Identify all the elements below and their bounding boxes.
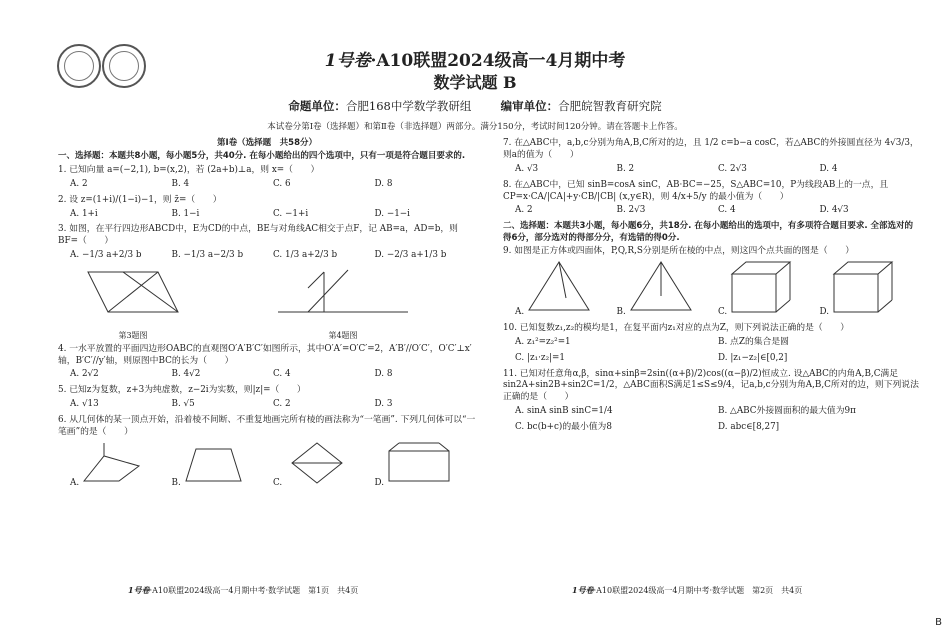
question-6-options: A. B. C. D. (70, 441, 476, 490)
tetrahedron-a-figure (524, 260, 594, 314)
question-7-options: A. √3 B. 2 C. 2√3 D. 4 (515, 163, 838, 174)
hexagonal-prism-figure (384, 441, 454, 485)
exam-notice: 本试卷分第Ⅰ卷（选择题）和第Ⅱ卷（非选择题）两部分。满分150分，考试时间120分钟。请在答题卡上作答。 (267, 122, 683, 132)
question-2: 2. 设 z=(1+i)/(1−i)−1，则 z̄=（ ） (58, 194, 222, 205)
figure-3: 第3题图 (58, 266, 208, 342)
question-10: 10. 已知复数z₁,z₂的模均是1，在复平面内z₁对应的点为Z，则下列说法正确的是（ ） (503, 322, 850, 333)
authoring-units: 命题单位：合肥168中学数学教研组 编审单位：合肥皖智教育研究院 (288, 99, 662, 113)
figure-4: 第4题图 (268, 266, 418, 342)
tetrahedron-b-figure (626, 260, 696, 314)
question-6: 6. 从几何体的某一顶点开始，沿着棱不间断、不重复地画完所有棱的画法称为“一笔画”. 下列几何体可以“一笔画”的是（ ） (58, 415, 476, 437)
question-11-options-ab: A. sinA sinB sinC=1/4 B. △ABC外接圆面积的最大值为9π (515, 406, 856, 417)
footer-page-2: 1号卷·A10联盟2024级高一4月期中考·数学试题 第2页 共4页 (572, 585, 803, 595)
question-3-options: A. −1/3 a+2/3 b B. −1/3 a−2/3 b C. 1/3 a+2/3 b D. −2/3 a+1/3 b (70, 250, 447, 261)
question-5: 5. 已知z为复数，z+3为纯虚数，z−2i为实数，则|z|=（ ） (58, 385, 306, 396)
parallelogram-diagram (58, 268, 208, 324)
question-2-options: A. 1+i B. 1−i C. −1+i D. −1−i (70, 208, 410, 219)
question-9-options: A. B. C. D. (515, 260, 921, 319)
octahedron-figure (282, 441, 352, 485)
left-column (58, 136, 476, 494)
logo-text: 1号卷 (324, 51, 371, 71)
question-1: 1. 已知向量 a=(−2,1), b=(x,2)，若 (2a+b)⊥a，则 x=（ ） (58, 164, 320, 175)
exam-subtitle: 数学试题 B (433, 73, 517, 92)
question-8: 8. 在△ABC中，已知 sinB=cosA sinC，AB·BC=−25，S△ABC=10，P为线段AB上的一点，且 CP=x·CA/|CA|+y·CB/|CB| (x,y∈R)，则 4/x+5/y 的最小值为（ ） (503, 179, 889, 202)
exam-title: 1号卷·A10联盟2024级高一4月期中考 (324, 51, 626, 71)
question-10-options-ab: A. z₁²=z₂²=1 B. 点Z的集合是圆 (515, 336, 789, 347)
question-11-options-cd: C. bc(b+c)的最小值为8 D. abc∈[8,27] (515, 422, 780, 433)
question-4-options: A. 2√2 B. 4√2 C. 4 D. 8 (70, 369, 393, 380)
page-badge: B (935, 617, 942, 628)
question-3: 3. 如图，在平行四边形ABCD中，E为CD的中点，BE与对角线AC相交于点F，记 AB=a，AD=b，则 BF=（ ） (58, 224, 458, 247)
question-7: 7. 在△ABC中，a,b,c分别为角A,B,C所对的边，且 1/2 c=b−a cosC，若△ABC的外接圆直径为 4√3/3，则a的值为（ ） (503, 138, 919, 160)
question-1-options: A. 2 B. 4 C. 6 D. 8 (70, 178, 393, 189)
question-9: 9. 如图是正方体或四面体，P,Q,R,S分别是所在棱的中点，则这四个点共面的图是（ ） (503, 246, 855, 257)
prism-figure (79, 441, 149, 485)
question-8-options: A. 2 B. 2√3 C. 4 D. 4√3 (515, 205, 849, 216)
right-column (503, 136, 921, 438)
footer-page-1: 1号卷·A10联盟2024级高一4月期中考·数学试题 第1页 共4页 (128, 585, 359, 595)
section-one-heading: 一、选择题：本题共8小题，每小题5分，共40分. 在每小题给出的四个选项中，只有一项是符合题目要求的. (58, 151, 466, 162)
question-4: 4. 一水平放置的平面四边形OABC的直观图O′A′B′C′如图所示，其中O′A′=O′C′=2，A′B′//O′C′，O′C′⊥x′轴，B′C′//y′轴，则原图中BC的长为（ ） (58, 343, 472, 366)
frustum-figure (181, 441, 251, 485)
part-title: 第Ⅰ卷（选择题 共58分） (217, 138, 317, 148)
figures-3-4 (58, 266, 476, 342)
question-10-options-cd: C. |z₁·z₂|=1 D. |z₁−z₂|∈[0,2] (515, 352, 788, 363)
oblique-axes-diagram (268, 268, 418, 324)
cube-c-figure (727, 260, 797, 314)
section-two-heading: 二、选择题：本题共3小题，每小题6分，共18分. 在每小题给出的选项中，有多项符合题目要求. 全部选对的得6分，部分选对的得部分分，有选错的得0分. (503, 221, 914, 243)
question-5-options: A. √13 B. √5 C. 2 D. 3 (70, 399, 393, 410)
cube-d-figure (829, 260, 899, 314)
question-11: 11. 已知对任意角α,β，sinα+sinβ=2sin((α+β)/2)cos((α−β)/2)恒成立. 设△ABC的内角A,B,C满足sin2A+sin2B+sin2C=1/2，△ABC面积S满足1≤S≤9/4，记a,b,c分别为角A,B,C所对的边，则下列说法正确的是（ ） (503, 368, 919, 403)
